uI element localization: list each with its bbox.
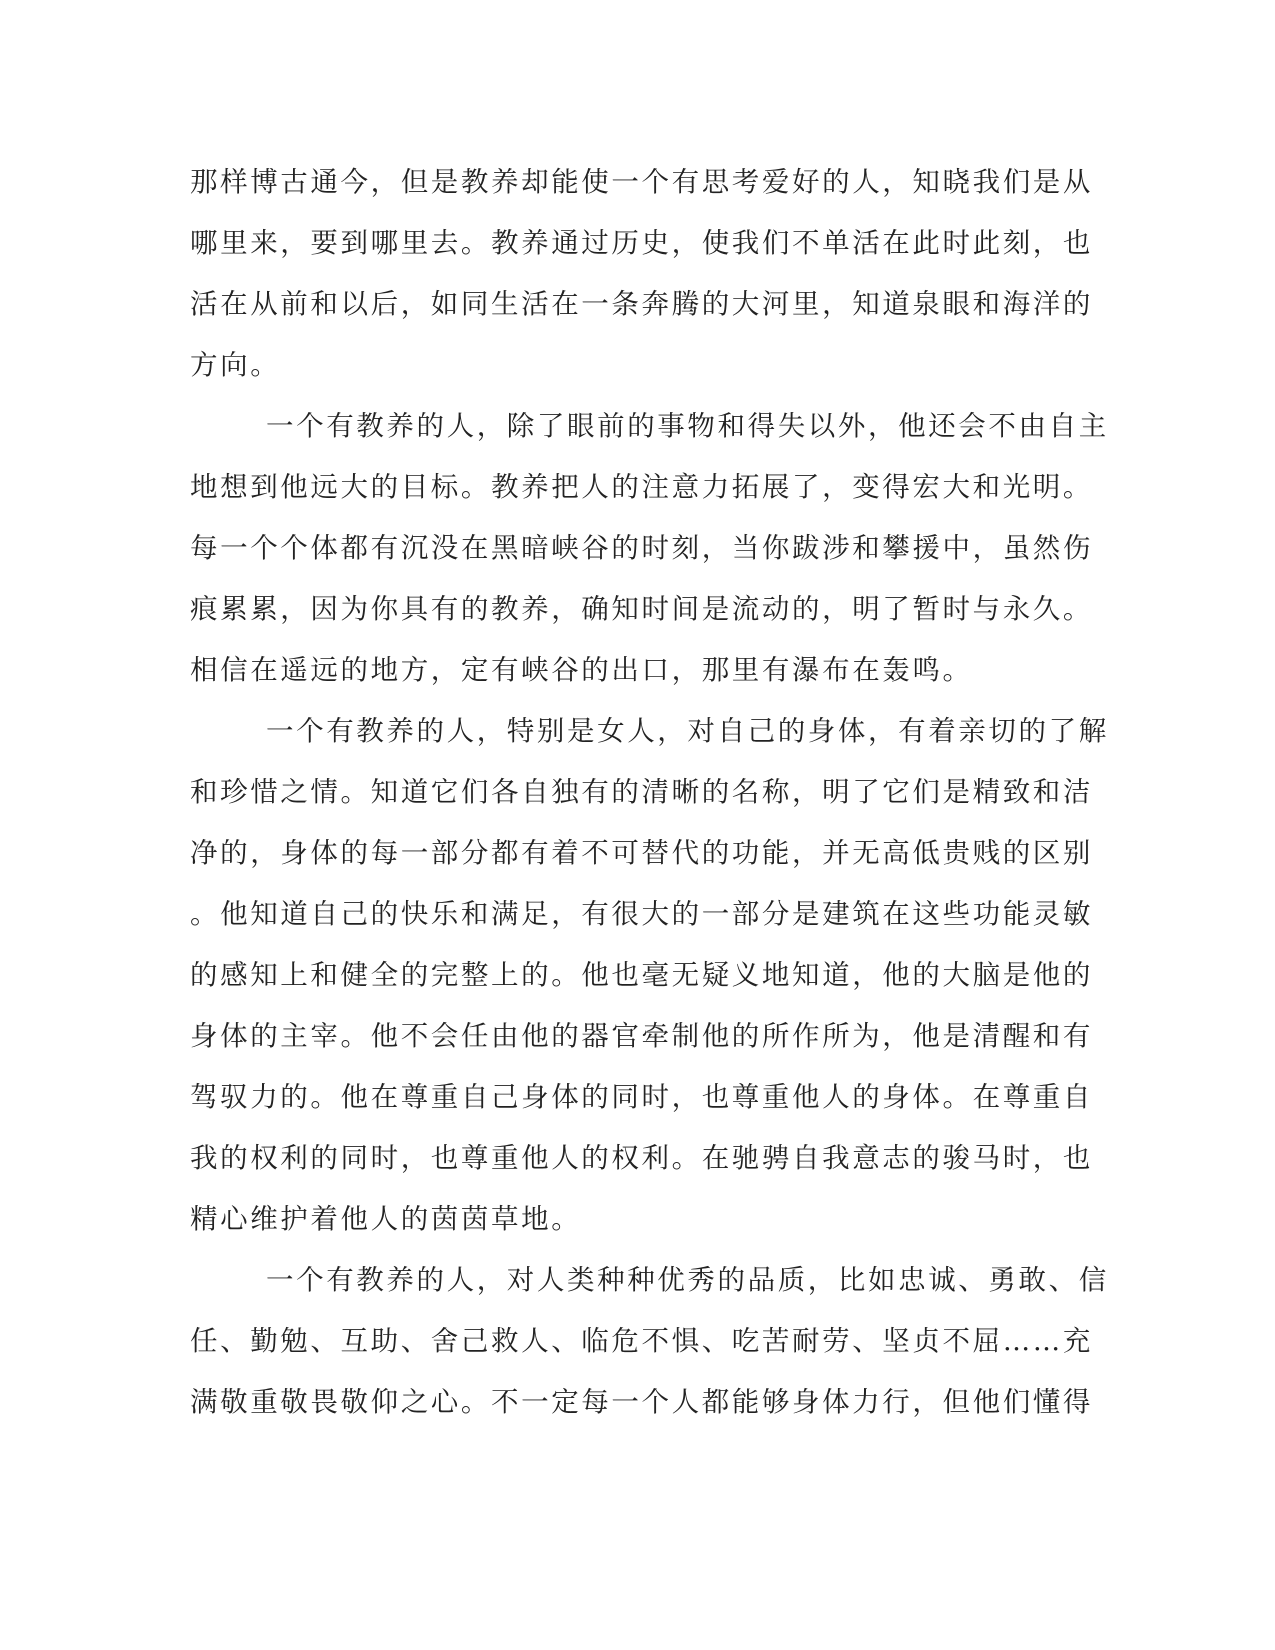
paragraph [190, 396, 1109, 701]
text-line: 活在从前和以后，如同生活在一条奔腾的大河里，知道泉眼和海洋的 [190, 288, 1093, 320]
text-line: 驾驭力的。他在尊重自己身体的同时，也尊重他人的身体。在尊重自 [190, 1081, 1093, 1113]
text-line: 相信在遥远的地方，定有峡谷的出口，那里有瀑布在轰鸣。 [190, 654, 973, 686]
text-line: 净的，身体的每一部分都有着不可替代的功能，并无高低贵贱的区别 [190, 837, 1093, 869]
text-line: 我的权利的同时，也尊重他人的权利。在驰骋自我意志的骏马时，也 [190, 1142, 1093, 1174]
text-line: 一个有教养的人，对人类种种优秀的品质，比如忠诚、勇敢、信 [266, 1264, 1109, 1296]
text-line: 一个有教养的人，特别是女人，对自己的身体，有着亲切的了解 [266, 715, 1109, 747]
text-line: 那样博古通今，但是教养却能使一个有思考爱好的人，知晓我们是从 [190, 166, 1093, 198]
paragraph [190, 1250, 1109, 1433]
text-line: 痕累累，因为你具有的教养，确知时间是流动的，明了暂时与永久。 [190, 593, 1093, 625]
text-line: 的感知上和健全的完整上的。他也毫无疑义地知道，他的大脑是他的 [190, 959, 1093, 991]
text-line: 哪里来，要到哪里去。教养通过历史，使我们不单活在此时此刻，也 [190, 227, 1093, 259]
text-line: 一个有教养的人，除了眼前的事物和得失以外，他还会不由自主 [266, 410, 1109, 442]
text-line: 方向。 [190, 349, 281, 381]
text-line: 身体的主宰。他不会任由他的器官牵制他的所作所为，他是清醒和有 [190, 1020, 1093, 1052]
paragraph [190, 701, 1109, 1250]
text-line: 精心维护着他人的茵茵草地。 [190, 1203, 582, 1235]
document-body [190, 152, 1109, 1433]
text-line: 。他知道自己的快乐和满足，有很大的一部分是建筑在这些功能灵敏 [190, 898, 1093, 930]
text-line: 满敬重敬畏敬仰之心。不一定每一个人都能够身体力行，但他们懂得 [190, 1386, 1093, 1418]
text-line: 任、勤勉、互助、舍己救人、临危不惧、吃苦耐劳、坚贞不屈……充 [190, 1325, 1093, 1357]
paragraph [190, 152, 1093, 396]
text-line: 和珍惜之情。知道它们各自独有的清晰的名称，明了它们是精致和洁 [190, 776, 1093, 808]
text-line: 每一个个体都有沉没在黑暗峡谷的时刻，当你跋涉和攀援中，虽然伤 [190, 532, 1093, 564]
text-line: 地想到他远大的目标。教养把人的注意力拓展了，变得宏大和光明。 [190, 471, 1093, 503]
